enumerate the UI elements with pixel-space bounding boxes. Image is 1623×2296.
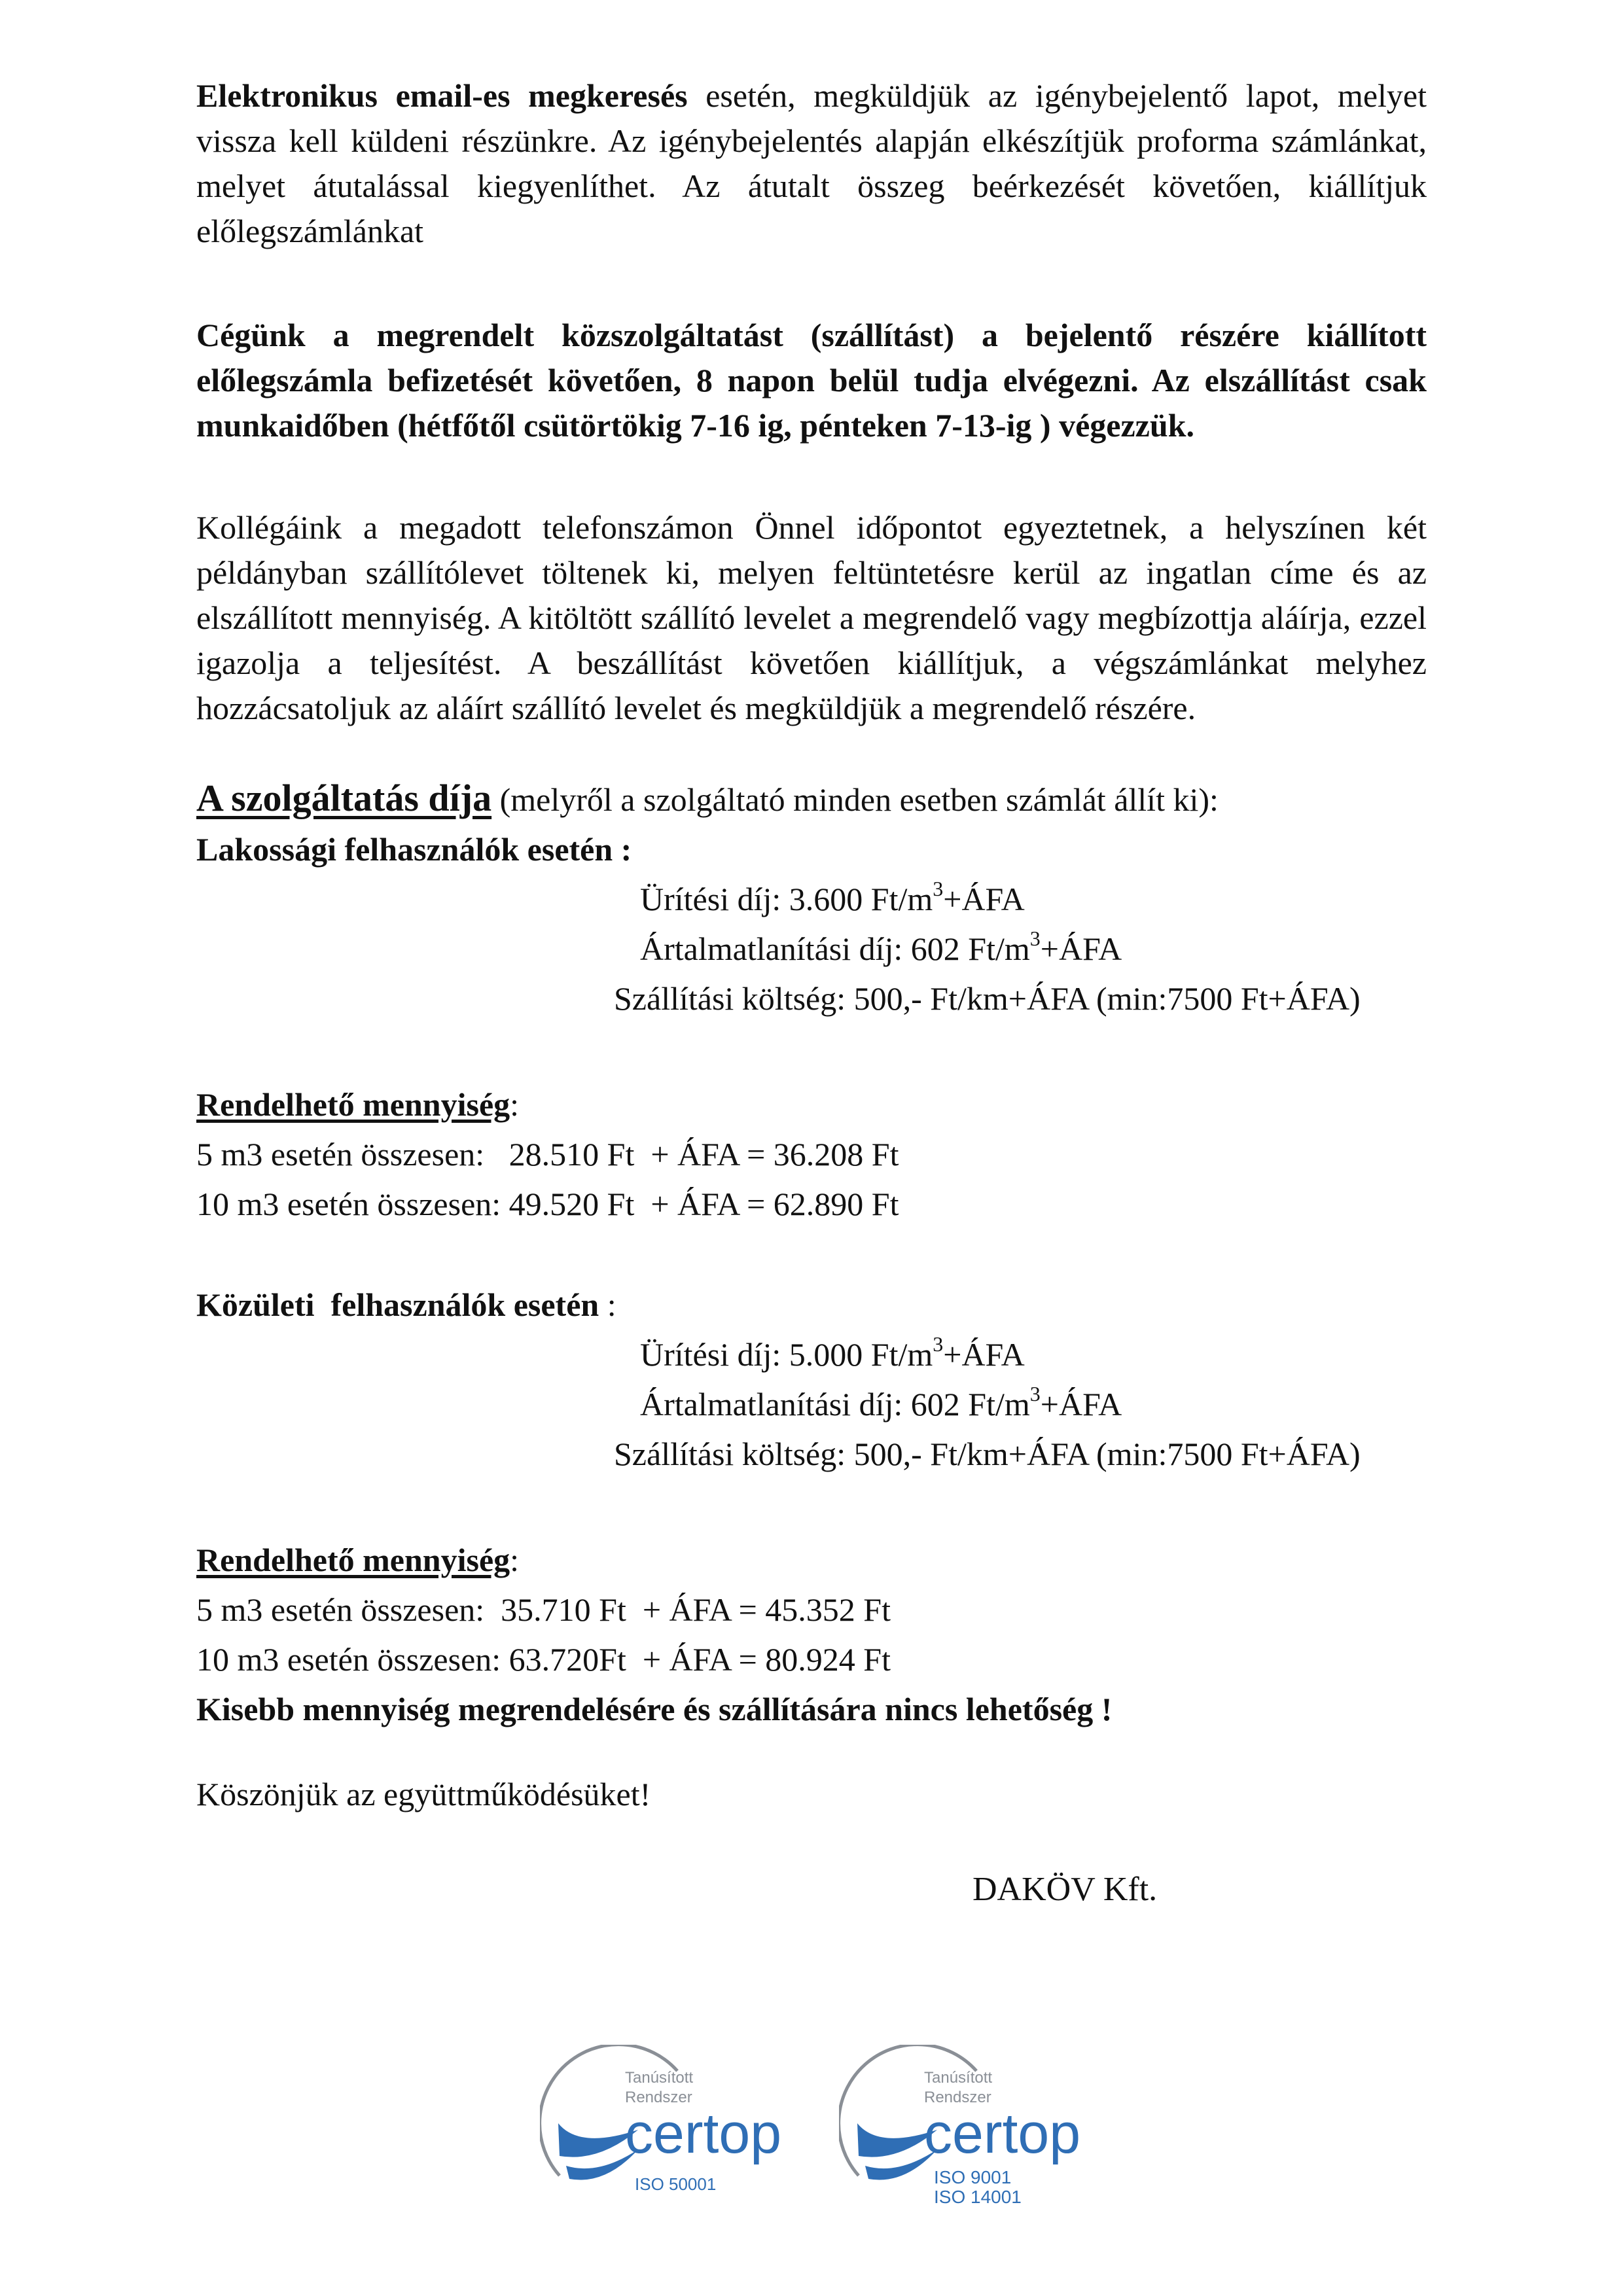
residential-emptying-suffix: +ÁFA <box>943 881 1025 917</box>
residential-emptying-sup: 3 <box>933 877 944 900</box>
logo2-line2: Rendszer <box>924 2089 991 2106</box>
certop-logo-graphic <box>540 2045 815 2215</box>
public-disposal-sup: 3 <box>1029 1382 1041 1405</box>
fee-title-line <box>196 775 1427 823</box>
email-request-text: esetén, megküldjük az igénybejelentő lapot, melyet vissza kell küldeni részünkre. Az igénybejelentés alapján elkészítjük proforma számlánkat, melyet átutalással kiegyenlíthet. Az átutalt összeg beérkezését követően, kiállítjuk előlegszámlánkat <box>196 77 1427 249</box>
public-emptying-text: Ürítési díj: 5.000 Ft/m <box>640 1336 933 1373</box>
thanks-text: Köszönjük az együttműködésüket! <box>196 1776 651 1812</box>
public-orderable-line <box>196 1536 1427 1583</box>
certop-logo-graphic <box>839 2045 1114 2215</box>
residential-disposal-text: Ártalmatlanítási díj: 602 Ft/m <box>640 930 1030 967</box>
minimum-quantity-warning: Kisebb mennyiség megrendelésére és szállítására nincs lehetőség ! <box>196 1691 1113 1727</box>
public-total-10m3: 10 m3 esetén összesen: 63.720Ft + ÁFA = 80.924 Ft <box>196 1641 891 1678</box>
public-heading: Közületi felhasználók esetén <box>196 1286 599 1323</box>
paragraph-email-request <box>196 73 1427 254</box>
logo2-iso1: ISO 9001 <box>934 2167 1012 2187</box>
public-emptying-fee <box>640 1331 1025 1378</box>
public-heading-line <box>196 1281 1427 1328</box>
public-emptying-sup: 3 <box>933 1332 944 1356</box>
residential-orderable-colon: : <box>510 1086 520 1123</box>
residential-emptying-fee <box>640 875 1025 923</box>
paragraph-service-terms: Cégünk a megrendelt közszolgáltatást (szállítást) a bejelentő részére kiállított előlegszámla befizetését követően, 8 napon belül tudja elvégezni. Az elszállítást csak munkaidőben (hétfőtől csütörtökig 7-16 ig, pénteken 7-13-ig ) végezzük. <box>196 317 1427 444</box>
residential-total-5m3: 5 m3 esetén összesen: 28.510 Ft + ÁFA = 36.208 Ft <box>196 1136 899 1173</box>
fee-title: A szolgáltatás díja <box>196 777 492 819</box>
logo1-line1: Tanúsított <box>625 2069 694 2087</box>
residential-transport-cost: Szállítási költség: 500,- Ft/km+ÁFA (min:7500 Ft+ÁFA) <box>614 980 1361 1017</box>
public-disposal-fee <box>640 1381 1122 1428</box>
public-heading-colon: : <box>599 1286 616 1323</box>
logo2-brand: certop <box>924 2102 1081 2165</box>
public-orderable-colon: : <box>510 1542 520 1578</box>
public-transport-cost: Szállítási költség: 500,- Ft/km+ÁFA (min:7500 Ft+ÁFA) <box>614 1436 1361 1472</box>
public-total-5m3: 5 m3 esetén összesen: 35.710 Ft + ÁFA = 45.352 Ft <box>196 1591 891 1628</box>
certop-logo-iso-9001-14001 <box>839 2045 1114 2215</box>
public-emptying-suffix: +ÁFA <box>943 1336 1025 1373</box>
residential-heading: Lakossági felhasználók esetén : <box>196 831 632 868</box>
email-request-bold: Elektronikus email-es megkeresés <box>196 77 688 114</box>
residential-disposal-sup: 3 <box>1029 927 1041 950</box>
fee-note: (melyről a szolgáltató minden esetben számlát állít ki): <box>491 781 1219 818</box>
paragraph-colleagues: Kollégáink a megadott telefonszámon Önnel időpontot egyeztetnek, a helyszínen két példányban szállítólevet töltenek ki, melyen feltüntetésre kerül az ingatlan címe és az elszállított mennyiség. A kitöltött szállító levelet a megrendelő vagy megbízottja aláírja, ezzel igazolja a teljesítést. A beszállítást követően kiállítjuk, a végszámlánkat melyhez hozzácsatoljuk az aláírt szállító levelet és megküldjük a megrendelő részére. <box>196 509 1427 726</box>
logo2-line1: Tanúsított <box>924 2069 993 2087</box>
residential-disposal-fee <box>640 925 1122 972</box>
public-orderable-label: Rendelhető mennyiség <box>196 1542 510 1578</box>
certop-logo-iso-50001 <box>540 2045 815 2215</box>
residential-orderable-line <box>196 1081 1427 1128</box>
residential-disposal-suffix: +ÁFA <box>1040 930 1122 967</box>
residential-emptying-text: Ürítési díj: 3.600 Ft/m <box>640 881 933 917</box>
public-disposal-text: Ártalmatlanítási díj: 602 Ft/m <box>640 1386 1030 1422</box>
logo2-iso2: ISO 14001 <box>934 2187 1022 2207</box>
residential-orderable-label: Rendelhető mennyiség <box>196 1086 510 1123</box>
logo1-iso1: ISO 50001 <box>635 2174 717 2194</box>
logo1-brand: certop <box>625 2102 782 2165</box>
residential-total-10m3: 10 m3 esetén összesen: 49.520 Ft + ÁFA = 62.890 Ft <box>196 1186 899 1222</box>
company-signature: DAKÖV Kft. <box>972 1871 1158 1908</box>
public-disposal-suffix: +ÁFA <box>1040 1386 1122 1422</box>
logo1-line2: Rendszer <box>625 2089 692 2106</box>
